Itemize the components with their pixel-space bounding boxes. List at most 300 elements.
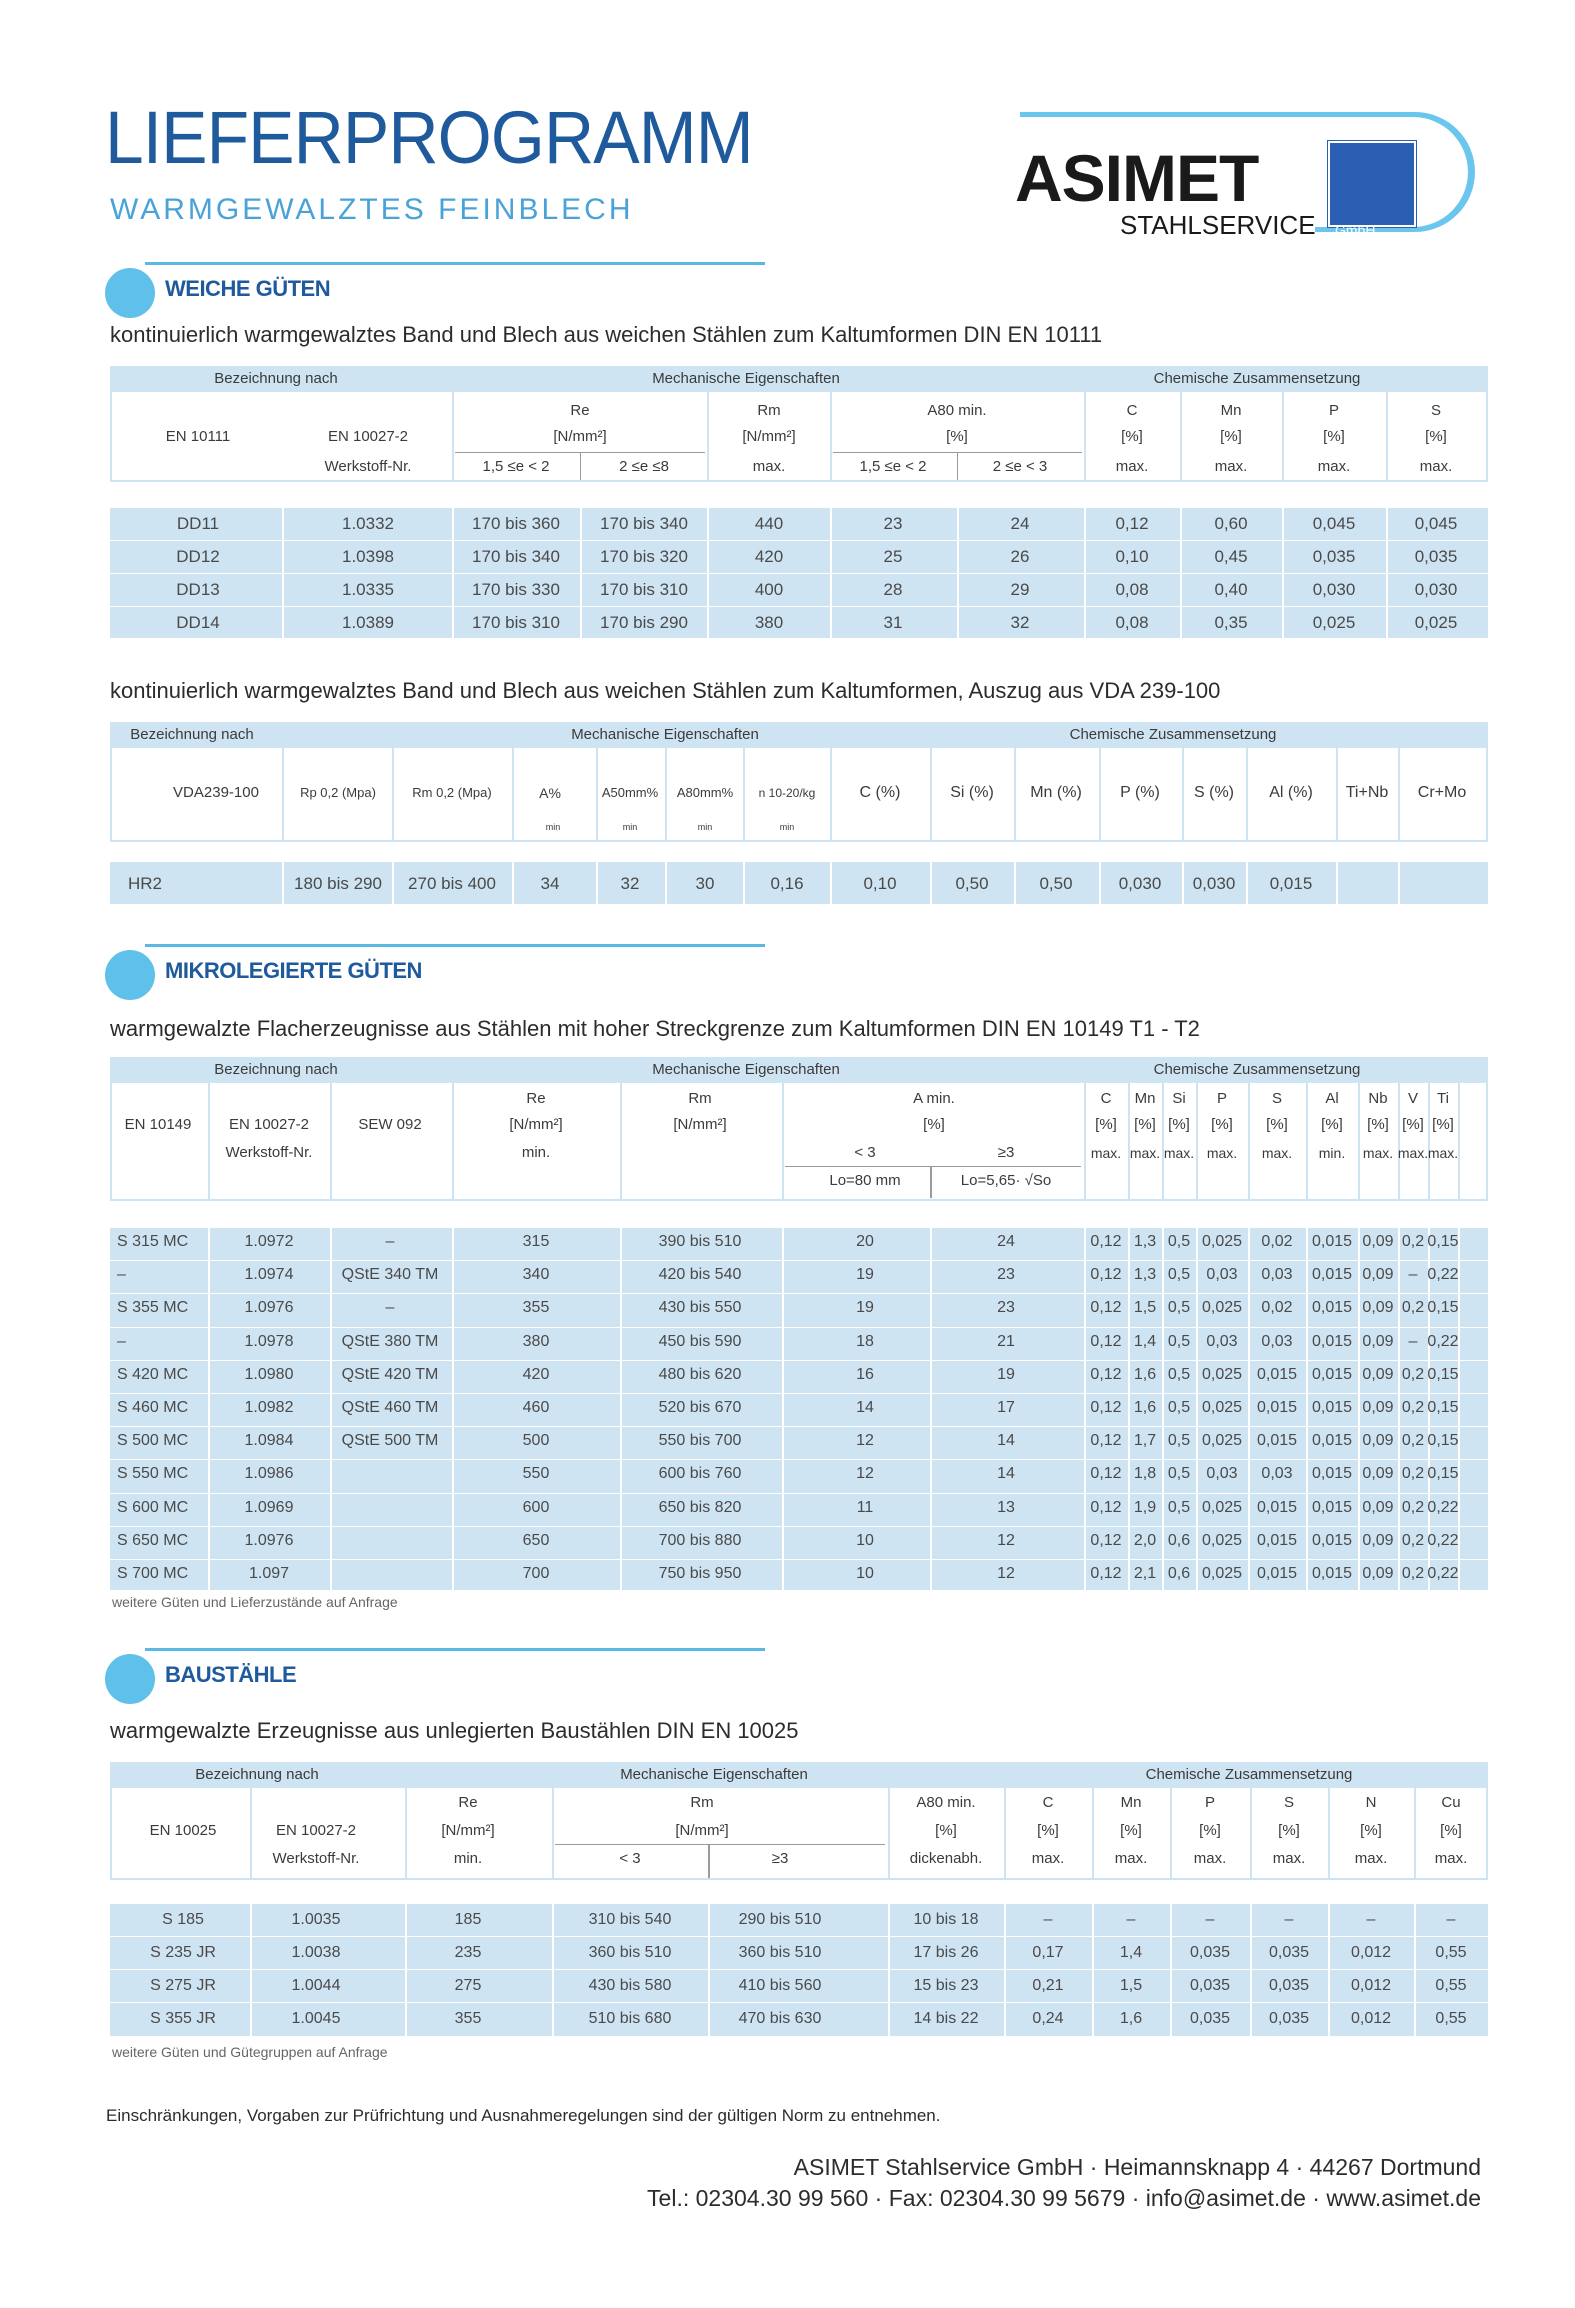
table-cell: 0,2 — [1401, 1432, 1425, 1450]
col-header: Rp 0,2 (Mpa) — [300, 785, 376, 800]
table-cell: 0,025 — [1201, 1498, 1243, 1516]
table-cell: 0,015 — [1311, 1565, 1353, 1582]
row-divider — [110, 573, 1488, 574]
column-divider — [208, 1083, 210, 1201]
table-cell: S 315 MC — [117, 1233, 189, 1250]
table-cell: 0,035 — [1189, 1944, 1231, 1961]
col-header: min — [779, 822, 795, 832]
column-divider — [1084, 1083, 1086, 1201]
col-header: max. — [1214, 458, 1248, 475]
table-cell: 310 bis 540 — [588, 1911, 672, 1928]
section-description: kontinuierlich warmgewalztes Band und Blech aus weichen Stählen zum Kaltumformen DIN EN 10111 — [110, 322, 1103, 347]
table-cell: S 355 MC — [117, 1299, 189, 1317]
column-divider — [282, 748, 284, 842]
section-header-mikrolegiert — [105, 944, 665, 1004]
table-cell: 1.0978 — [244, 1332, 294, 1350]
table-cell: 0,35 — [1214, 613, 1248, 632]
table-cell: 0,015 — [1311, 1498, 1353, 1516]
col-header: < 3 — [854, 1144, 876, 1161]
table-cell: 0,12 — [1090, 1266, 1122, 1284]
col-header: [N/mm²] — [509, 1116, 563, 1133]
column-divider — [1328, 1904, 1330, 2036]
table-cell: 1,9 — [1133, 1498, 1157, 1516]
table-cell: 0,035 — [1268, 1977, 1310, 1994]
col-header: [N/mm²] — [742, 428, 796, 445]
col-header: [%] — [1037, 1822, 1059, 1839]
column-divider — [512, 748, 514, 842]
column-divider — [1004, 1904, 1006, 2036]
col-header: n 10-20/kg — [758, 786, 816, 800]
table-cell: 170 bis 340 — [472, 547, 560, 566]
table-cell: 0,02 — [1261, 1299, 1293, 1317]
table-cell: 0,015 — [1311, 1399, 1353, 1416]
table-cell: 170 bis 290 — [600, 613, 688, 632]
table-cell: DD12 — [176, 547, 220, 566]
table-cell: 420 bis 540 — [658, 1266, 742, 1284]
table-cell: 0,2 — [1401, 1498, 1425, 1516]
table-cell: 0,025 — [1201, 1299, 1243, 1317]
table-cell: 0,12 — [1090, 1465, 1122, 1483]
column-divider — [620, 1083, 622, 1201]
table-cell: 1,3 — [1133, 1233, 1157, 1250]
col-header: C — [1100, 1090, 1112, 1107]
col-header: max. — [1129, 1145, 1161, 1161]
table-cell: 1,3 — [1133, 1266, 1157, 1284]
table-cell: 500 — [522, 1432, 550, 1450]
col-header: Nb — [1368, 1090, 1388, 1107]
col-header: Re — [570, 402, 590, 419]
col-header: A80mm% — [676, 785, 734, 800]
table-cell: 0,030 — [1414, 580, 1458, 599]
table-cell: 0,12 — [1115, 514, 1149, 533]
table-cell: 18 — [856, 1332, 874, 1350]
table-cell: – — [1408, 1266, 1418, 1284]
table-cell: 0,03 — [1206, 1332, 1238, 1350]
table-cell: 0,5 — [1167, 1365, 1191, 1383]
table-cell: 0,03 — [1261, 1266, 1293, 1284]
table-cell: 0,2 — [1401, 1399, 1425, 1416]
table-cell: S 355 JR — [150, 2010, 216, 2027]
column-divider — [405, 1788, 407, 1880]
col-header: Ti+Nb — [1345, 784, 1389, 801]
table-cell: 1.0969 — [244, 1498, 294, 1516]
section-header-baustaehle — [105, 1648, 665, 1708]
section-label: MIKROLEGIERTE GÜTEN — [165, 958, 422, 983]
table-cell: 480 bis 620 — [658, 1365, 742, 1383]
column-divider — [830, 748, 832, 842]
col-header: min — [697, 822, 713, 832]
table-cell: 700 bis 880 — [658, 1531, 742, 1549]
col-header: [%] — [1220, 428, 1242, 445]
table-cell: 550 — [522, 1465, 550, 1483]
table-cell: 12 — [856, 1432, 874, 1450]
col-header: [%] — [1211, 1116, 1233, 1133]
column-divider — [1248, 1228, 1250, 1590]
col-header: [N/mm²] — [441, 1822, 495, 1839]
table-cell: 380 — [754, 613, 784, 632]
table-cell: 235 — [454, 1944, 482, 1961]
table-cell: 0,030 — [1118, 874, 1162, 893]
column-divider — [930, 862, 932, 904]
table-cell: 0,10 — [1115, 547, 1149, 566]
col-header: Re — [458, 1794, 478, 1811]
col-header: S — [1283, 1794, 1295, 1811]
table-cell: 0,015 — [1311, 1299, 1353, 1317]
col-header: EN 10111 — [165, 428, 231, 445]
row-divider — [110, 2002, 1488, 2003]
row-divider — [110, 1426, 1488, 1427]
table-cell: 1.0974 — [244, 1266, 294, 1284]
table-cell: 355 — [522, 1299, 550, 1317]
table-cell: 420 — [522, 1365, 550, 1383]
col-header: max. — [1354, 1850, 1388, 1867]
col-header: [%] — [1134, 1116, 1156, 1133]
group-header: Mechanische Eigenschaften — [652, 1061, 840, 1078]
table-cell: 1,8 — [1133, 1465, 1157, 1483]
table-cell: 0,12 — [1090, 1399, 1122, 1416]
table-cell: – — [1408, 1332, 1418, 1350]
table-cell: 1,4 — [1119, 1944, 1143, 1961]
table-cell: 0,22 — [1427, 1266, 1459, 1284]
table-cell: S 550 MC — [117, 1465, 189, 1483]
table-cell: 420 — [754, 547, 784, 566]
row-divider — [110, 1327, 1488, 1328]
table-cell: 600 bis 760 — [658, 1465, 742, 1483]
col-header: max. — [1090, 1145, 1122, 1161]
table-cell: 0,50 — [955, 874, 989, 893]
bullet-icon — [105, 950, 155, 1000]
column-divider — [1358, 1083, 1360, 1201]
table-cell: QStE 340 TM — [341, 1266, 439, 1284]
col-header: C — [1042, 1794, 1054, 1811]
table-cell: 185 — [454, 1911, 482, 1928]
col-header: Cr+Mo — [1417, 784, 1467, 801]
table-cell: 0,22 — [1427, 1498, 1459, 1516]
table-cell: 1.0045 — [291, 2010, 341, 2027]
col-header: [%] — [1432, 1116, 1454, 1133]
col-header: P — [1204, 1794, 1216, 1811]
table-cell: 0,09 — [1362, 1531, 1394, 1549]
table-cell: 1.0976 — [244, 1531, 294, 1549]
table-cell: 0,012 — [1350, 1944, 1392, 1961]
table-cell: 1.0389 — [342, 613, 394, 632]
table-cell: 1,6 — [1119, 2010, 1143, 2027]
table-cell: 0,02 — [1261, 1233, 1293, 1250]
column-divider — [596, 862, 598, 904]
column-divider — [552, 1788, 554, 1880]
group-header: Bezeichnung nach — [195, 1766, 319, 1783]
table-cell: 14 — [997, 1432, 1015, 1450]
column-divider — [1306, 1083, 1308, 1201]
table-cell: 0,12 — [1090, 1299, 1122, 1317]
table-cell: 31 — [883, 613, 903, 632]
table-cell: – — [1284, 1911, 1294, 1928]
column-divider — [1414, 1904, 1416, 2036]
table-cell: 0,55 — [1435, 1944, 1467, 1961]
table-cell: 0,012 — [1350, 2010, 1392, 2027]
table-cell: 0,15 — [1427, 1432, 1459, 1450]
table-cell: QStE 420 TM — [341, 1365, 439, 1383]
column-divider — [1092, 1788, 1094, 1880]
table-cell: 0,09 — [1362, 1233, 1394, 1250]
col-header: max. — [1193, 1850, 1227, 1867]
page-title: LIEFERPROGRAMM — [105, 96, 753, 179]
table-cell: 1.0398 — [342, 547, 394, 566]
table-cell: – — [117, 1266, 126, 1284]
col-header: S — [1430, 402, 1442, 419]
table-cell: 360 bis 510 — [588, 1944, 672, 1961]
col-header: [%] — [1095, 1116, 1117, 1133]
col-header: max. — [1031, 1850, 1065, 1867]
table-cell: 0,015 — [1311, 1332, 1353, 1350]
col-header: EN 10027-2 — [228, 1116, 310, 1133]
row-divider — [110, 540, 1488, 541]
table-cell: 30 — [695, 874, 715, 893]
table-cell: 0,5 — [1167, 1299, 1191, 1317]
col-header: [%] — [1121, 428, 1143, 445]
table-cell: 0,12 — [1090, 1432, 1122, 1450]
table-cell: 0,035 — [1268, 1944, 1310, 1961]
col-header: Rm — [688, 1090, 712, 1107]
table-cell: 23 — [883, 514, 903, 533]
col-header: S (%) — [1194, 784, 1234, 801]
table-cell: 0,5 — [1167, 1233, 1191, 1250]
table-cell: 170 bis 360 — [472, 514, 560, 533]
table-cell: 0,55 — [1435, 2010, 1467, 2027]
table-cell: 170 bis 310 — [472, 613, 560, 632]
table-cell: 0,015 — [1256, 1531, 1298, 1549]
table-cell: 0,015 — [1311, 1233, 1353, 1250]
table-cell: 0,025 — [1201, 1432, 1243, 1450]
column-divider — [1414, 1788, 1416, 1880]
column-divider — [708, 1844, 710, 1878]
column-divider — [250, 1788, 252, 1880]
table-cell: 0,2 — [1401, 1465, 1425, 1483]
col-header: Werkstoff-Nr. — [324, 458, 412, 475]
section-description: kontinuierlich warmgewalztes Band und Blech aus weichen Stählen zum Kaltumformen, Auszug aus VDA 239-100 — [110, 678, 1221, 703]
col-header: Rm 0,2 (Mpa) — [412, 785, 492, 800]
table-cell: DD14 — [176, 613, 220, 632]
col-header: [%] — [1402, 1116, 1424, 1133]
table-cell: 0,08 — [1115, 580, 1149, 599]
table-cell: 16 — [856, 1365, 874, 1383]
table-cell: 19 — [856, 1299, 874, 1317]
column-divider — [1306, 1228, 1308, 1590]
bullet-icon — [105, 268, 155, 318]
column-divider — [665, 862, 667, 904]
table-cell: 25 — [883, 547, 903, 566]
col-header: max. — [1419, 458, 1453, 475]
table-cell: 430 bis 550 — [658, 1299, 742, 1317]
table-cell: 1,6 — [1133, 1399, 1157, 1416]
table-cell: 0,025 — [1201, 1399, 1243, 1416]
column-divider — [330, 1228, 332, 1590]
footer-note: Einschränkungen, Vorgaben zur Prüfrichtung und Ausnahmeregelungen sind der gültigen Norm zu entnehmen. — [106, 2106, 941, 2125]
table-cell: 10 bis 18 — [913, 1911, 979, 1928]
col-header: min. — [1318, 1145, 1346, 1161]
column-divider — [1170, 1788, 1172, 1880]
table-cell: 0,015 — [1256, 1498, 1298, 1516]
column-divider — [930, 1166, 932, 1198]
table-cell: S 275 JR — [150, 1977, 216, 1994]
table-cell: 1,6 — [1133, 1365, 1157, 1383]
col-header: C (%) — [859, 784, 901, 801]
row-divider — [110, 1459, 1488, 1460]
table-cell: 0,15 — [1427, 1233, 1459, 1250]
col-header: Mn — [1120, 1794, 1142, 1811]
table-cell: 0,17 — [1032, 1944, 1064, 1961]
table-cell: – — [1126, 1911, 1136, 1928]
table-cell: 0,12 — [1090, 1498, 1122, 1516]
table-cell: 650 bis 820 — [658, 1498, 742, 1516]
table-cell: 0,09 — [1362, 1465, 1394, 1483]
col-header: S — [1271, 1090, 1283, 1107]
table-cell: – — [1043, 1911, 1053, 1928]
group-header: Mechanische Eigenschaften — [620, 1766, 808, 1783]
column-divider — [620, 1228, 622, 1590]
table-cell: 700 — [522, 1565, 550, 1582]
col-header: EN 10149 — [124, 1116, 192, 1133]
col-header: dickenabh. — [909, 1850, 983, 1867]
table-cell: – — [117, 1332, 126, 1350]
column-divider — [1428, 1083, 1430, 1201]
col-header: [%] — [946, 428, 968, 445]
column-divider — [392, 748, 394, 842]
col-header: max. — [1427, 1145, 1459, 1161]
col-header: [N/mm²] — [675, 1822, 729, 1839]
table-cell: 360 bis 510 — [738, 1944, 822, 1961]
table-cell: 0,5 — [1167, 1332, 1191, 1350]
row-divider — [110, 1493, 1488, 1494]
column-divider — [392, 862, 394, 904]
table-cell: 0,025 — [1201, 1565, 1243, 1582]
column-divider — [1358, 1228, 1360, 1590]
table-cell: 1,4 — [1133, 1332, 1157, 1350]
col-header: [%] — [1199, 1822, 1221, 1839]
row-divider — [110, 1526, 1488, 1527]
table-cell: 14 — [856, 1399, 874, 1416]
column-divider — [1328, 1788, 1330, 1880]
column-divider — [1248, 1083, 1250, 1201]
table-cell: 23 — [997, 1266, 1015, 1284]
column-divider — [1250, 1904, 1252, 2036]
table-cell: 1.0038 — [291, 1944, 341, 1961]
table-cell: 0,2 — [1401, 1233, 1425, 1250]
table-cell: 510 bis 680 — [588, 2010, 672, 2027]
table-cell: 0,015 — [1256, 1432, 1298, 1450]
table-cell: 0,45 — [1214, 547, 1248, 566]
table-cell: 1.0972 — [244, 1233, 294, 1250]
table-cell: 0,6 — [1167, 1565, 1191, 1582]
table-cell: 0,09 — [1362, 1266, 1394, 1284]
table-cell: 0,03 — [1206, 1266, 1238, 1284]
column-divider — [782, 1083, 784, 1201]
col-header: [%] — [1266, 1116, 1288, 1133]
table-cell: 0,09 — [1362, 1365, 1394, 1383]
table-cell: 0,030 — [1312, 580, 1356, 599]
table-cell: 270 bis 400 — [408, 874, 496, 893]
table-note: weitere Güten und Gütegruppen auf Anfrage — [112, 2044, 388, 2060]
column-divider — [743, 748, 745, 842]
col-header: max. — [1261, 1145, 1293, 1161]
col-header: max. — [1397, 1145, 1429, 1161]
table-cell: 0,035 — [1312, 547, 1356, 566]
table-cell: 0,12 — [1090, 1531, 1122, 1549]
table-cell: 1.0335 — [342, 580, 394, 599]
logo-text: ASIMET — [1015, 141, 1259, 215]
table-cell: 0,09 — [1362, 1332, 1394, 1350]
row-divider — [110, 1969, 1488, 1970]
column-divider — [1246, 748, 1248, 842]
table-cell: 290 bis 510 — [738, 1911, 822, 1928]
col-header: [%] — [1168, 1116, 1190, 1133]
table-cell: 0,015 — [1311, 1465, 1353, 1483]
table-cell: 0,025 — [1312, 613, 1356, 632]
column-divider — [930, 1228, 932, 1590]
table-cell: S 700 MC — [117, 1565, 189, 1582]
table-cell: 0,012 — [1350, 1977, 1392, 1994]
column-divider — [1250, 1788, 1252, 1880]
table-cell: 0,5 — [1167, 1465, 1191, 1483]
table-cell: 170 bis 310 — [600, 580, 688, 599]
row-divider — [110, 1559, 1488, 1560]
col-header: min — [545, 822, 561, 832]
col-header: [%] — [1440, 1822, 1462, 1839]
group-header: Mechanische Eigenschaften — [571, 726, 759, 743]
table-cell: 0,6 — [1167, 1531, 1191, 1549]
column-divider — [1162, 1228, 1164, 1590]
col-header: max. — [1115, 458, 1149, 475]
col-header: max. — [1434, 1850, 1468, 1867]
column-divider — [1099, 748, 1101, 842]
table-cell: 15 bis 23 — [913, 1977, 979, 1994]
col-header: 2 ≤e < 3 — [992, 458, 1048, 475]
col-header: max. — [1114, 1850, 1148, 1867]
group-header: Chemische Zusammensetzung — [1153, 1061, 1361, 1078]
table-cell: 0,22 — [1427, 1332, 1459, 1350]
row-divider — [110, 606, 1488, 607]
table-cell: 0,035 — [1189, 1977, 1231, 1994]
section-description: warmgewalzte Erzeugnisse aus unlegierten Baustählen DIN EN 10025 — [110, 1718, 799, 1743]
table-cell: 12 — [856, 1465, 874, 1483]
group-header: Mechanische Eigenschaften — [652, 370, 840, 387]
section-description: warmgewalzte Flacherzeugnisse aus Stählen mit hoher Streckgrenze zum Kaltumformen DIN EN 10149 T1 - T2 — [110, 1016, 1200, 1041]
column-divider — [1004, 1788, 1006, 1880]
column-divider — [708, 1904, 710, 2036]
table-cell: 170 bis 340 — [600, 514, 688, 533]
col-header: N — [1365, 1794, 1377, 1811]
table-cell: 0,045 — [1414, 514, 1458, 533]
col-header: EN 10025 — [149, 1822, 217, 1839]
group-header: Bezeichnung nach — [214, 370, 338, 387]
table-cell: 410 bis 560 — [738, 1977, 822, 1994]
table-cell: S 420 MC — [117, 1365, 189, 1383]
bullet-icon — [105, 1654, 155, 1704]
row-divider — [110, 1260, 1488, 1261]
table-cell: QStE 500 TM — [341, 1432, 439, 1450]
section-label: BAUSTÄHLE — [165, 1662, 297, 1687]
col-header: SEW 092 — [358, 1116, 422, 1133]
col-header: max. — [1163, 1145, 1195, 1161]
column-divider — [1458, 1083, 1460, 1201]
col-header: [N/mm²] — [553, 428, 607, 445]
col-header: V — [1407, 1090, 1419, 1107]
col-header: max. — [752, 458, 786, 475]
col-header: Re — [526, 1090, 546, 1107]
column-divider — [1162, 1083, 1164, 1201]
column-divider — [452, 1228, 454, 1590]
table-cell: 315 — [522, 1233, 550, 1250]
